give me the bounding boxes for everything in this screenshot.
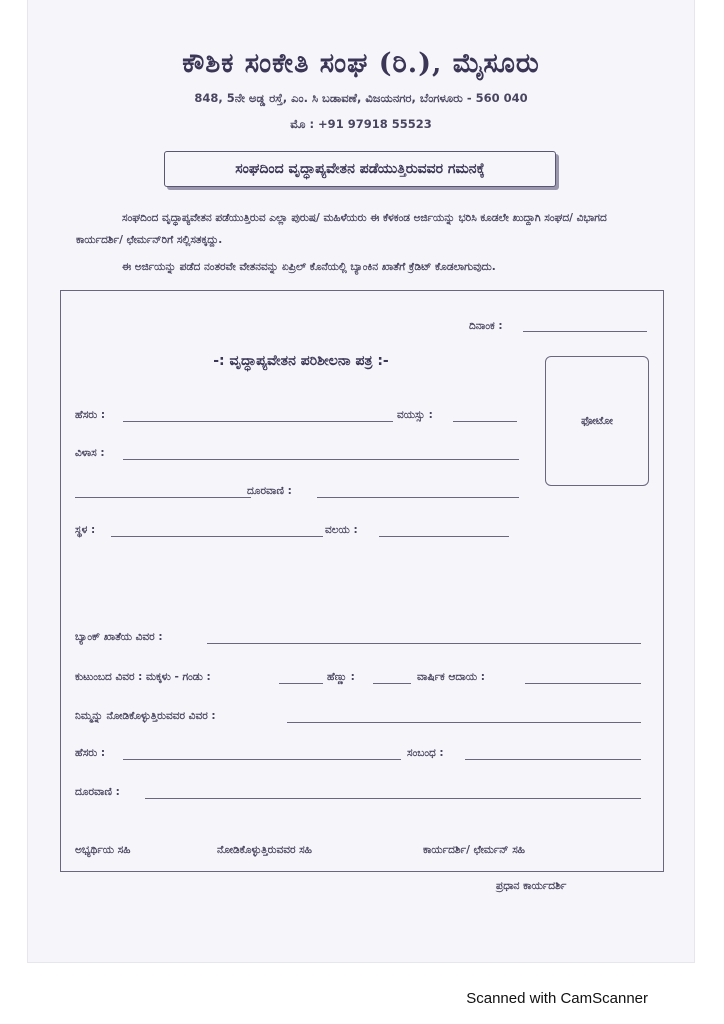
- bank-details-field[interactable]: [207, 643, 641, 644]
- photo-box: [545, 356, 649, 486]
- applicant-signature-label: ಅಭ್ಯರ್ಥಿಯ ಸಹಿ: [75, 844, 131, 856]
- address-field-line-2[interactable]: [75, 497, 251, 498]
- org-address: 848, 5ನೇ ಅಡ್ಡ ರಸ್ತೆ, ಎಂ. ಸಿ ಬಡಾವಣೆ, ವಿಜಯನಗರ, ಬೆಂಗಳೂರು - 560 040: [194, 91, 528, 105]
- org-name: ಕೌಶಿಕ ಸಂಕೇತಿ ಸಂಘ (ರಿ.), ಮೈಸೂರು: [182, 48, 540, 79]
- notice-paragraph-1: ಸಂಘದಿಂದ ವೃದ್ಧಾಪ್ಯವೇತನ ಪಡೆಯುತ್ತಿರುವ ಎಲ್ಲಾ ಪುರುಷ/ ಮಹಿಳೆಯರು ಈ ಕೆಳಕಂಡ ಅರ್ಜಿಯನ್ನು ಭರಿಸಿ ಕೂಡಲೇ ಖುದ್ದಾಗಿ ಸಂಘದ/ ವಿಭಾಗದ ಕಾರ್ಯದರ್ಶಿ/ ಛೇರ್ಮನ್‌ರಿಗೆ ಸಲ್ಲಿಸತಕ್ಕದ್ದು.: [76, 212, 607, 246]
- caretaker-signature-label: ನೋಡಿಕೊಳ್ಳುತ್ತಿರುವವರ ಸಹಿ: [217, 844, 312, 856]
- secretary-signature-label: ಕಾರ್ಯದರ್ಶಿ/ ಛೇರ್ಮನ್ ಸಹಿ: [423, 844, 525, 856]
- notice-paragraph-2: ಈ ಅರ್ಜಿಯನ್ನು ಪಡೆದ ನಂತರವೇ ವೇತನವನ್ನು ಏಪ್ರಿಲ್ ಕೊನೆಯಲ್ಲಿ ಬ್ಯಾಂಕಿನ ಖಾತೆಗೆ ಕ್ರೆಡಿಟ್ ಕೊಡಲಾಗುವುದು.: [122, 261, 496, 273]
- caretaker-name-field[interactable]: [123, 759, 401, 760]
- family-details-label: ಕುಟುಂಬದ ವಿವರ : ಮಕ್ಕಳು - ಗಂಡು :: [75, 671, 211, 683]
- zone-label: ವಲಯ :: [325, 524, 358, 536]
- caretaker-phone-label: ದೂರವಾಣಿ :: [75, 786, 120, 798]
- form-sheet: [28, 0, 694, 962]
- org-phone: ಮೊ : +91 97918 55523: [290, 117, 432, 131]
- date-field[interactable]: [523, 331, 647, 332]
- sons-field[interactable]: [279, 683, 323, 684]
- daughters-label: ಹೆಣ್ಣು :: [327, 671, 355, 683]
- notice-title: ಸಂಘದಿಂದ ವೃದ್ಧಾಪ್ಯವೇತನ ಪಡೆಯುತ್ತಿರುವವರ ಗಮನಕ್ಕೆ: [235, 161, 485, 177]
- form-title: -: ವೃದ್ಧಾಪ್ಯವೇತನ ಪರಿಶೀಲನಾ ಪತ್ರ :-: [213, 353, 389, 369]
- place-label: ಸ್ಥಳ :: [75, 524, 96, 536]
- bank-details-label: ಬ್ಯಾಂಕ್ ಖಾತೆಯ ವಿವರ :: [75, 631, 163, 643]
- notice-title-box: [164, 151, 556, 187]
- name-field[interactable]: [123, 421, 393, 422]
- caretaker-details-field[interactable]: [287, 722, 641, 723]
- caretaker-details-label: ನಿಮ್ಮನ್ನು ನೋಡಿಕೊಳ್ಳುತ್ತಿರುವವರ ವಿವರ :: [75, 710, 216, 722]
- relation-label: ಸಂಬಂಧ :: [407, 747, 444, 759]
- annual-income-field[interactable]: [525, 683, 641, 684]
- phone-label: ದೂರವಾಣಿ :: [247, 485, 292, 497]
- age-field[interactable]: [453, 421, 517, 422]
- chief-secretary-label: ಪ್ರಧಾನ ಕಾರ್ಯದರ್ಶಿ: [496, 880, 567, 892]
- verification-form: [60, 290, 664, 872]
- scanner-watermark: Scanned with CamScanner: [466, 990, 648, 1007]
- caretaker-phone-field[interactable]: [145, 798, 641, 799]
- age-label: ವಯಸ್ಸು :: [397, 409, 433, 421]
- phone-field[interactable]: [317, 497, 519, 498]
- photo-label: ಫೋಟೋ: [581, 414, 613, 427]
- place-field[interactable]: [111, 536, 323, 537]
- name-label: ಹೆಸರು :: [75, 409, 106, 421]
- address-label: ವಿಳಾಸ :: [75, 447, 105, 459]
- caretaker-name-label: ಹೆಸರು :: [75, 747, 106, 759]
- annual-income-label: ವಾರ್ಷಿಕ ಆದಾಯ :: [417, 671, 485, 683]
- address-field[interactable]: [123, 459, 519, 460]
- zone-field[interactable]: [379, 536, 509, 537]
- daughters-field[interactable]: [373, 683, 411, 684]
- relation-field[interactable]: [465, 759, 641, 760]
- date-label: ದಿನಾಂಕ :: [469, 320, 503, 332]
